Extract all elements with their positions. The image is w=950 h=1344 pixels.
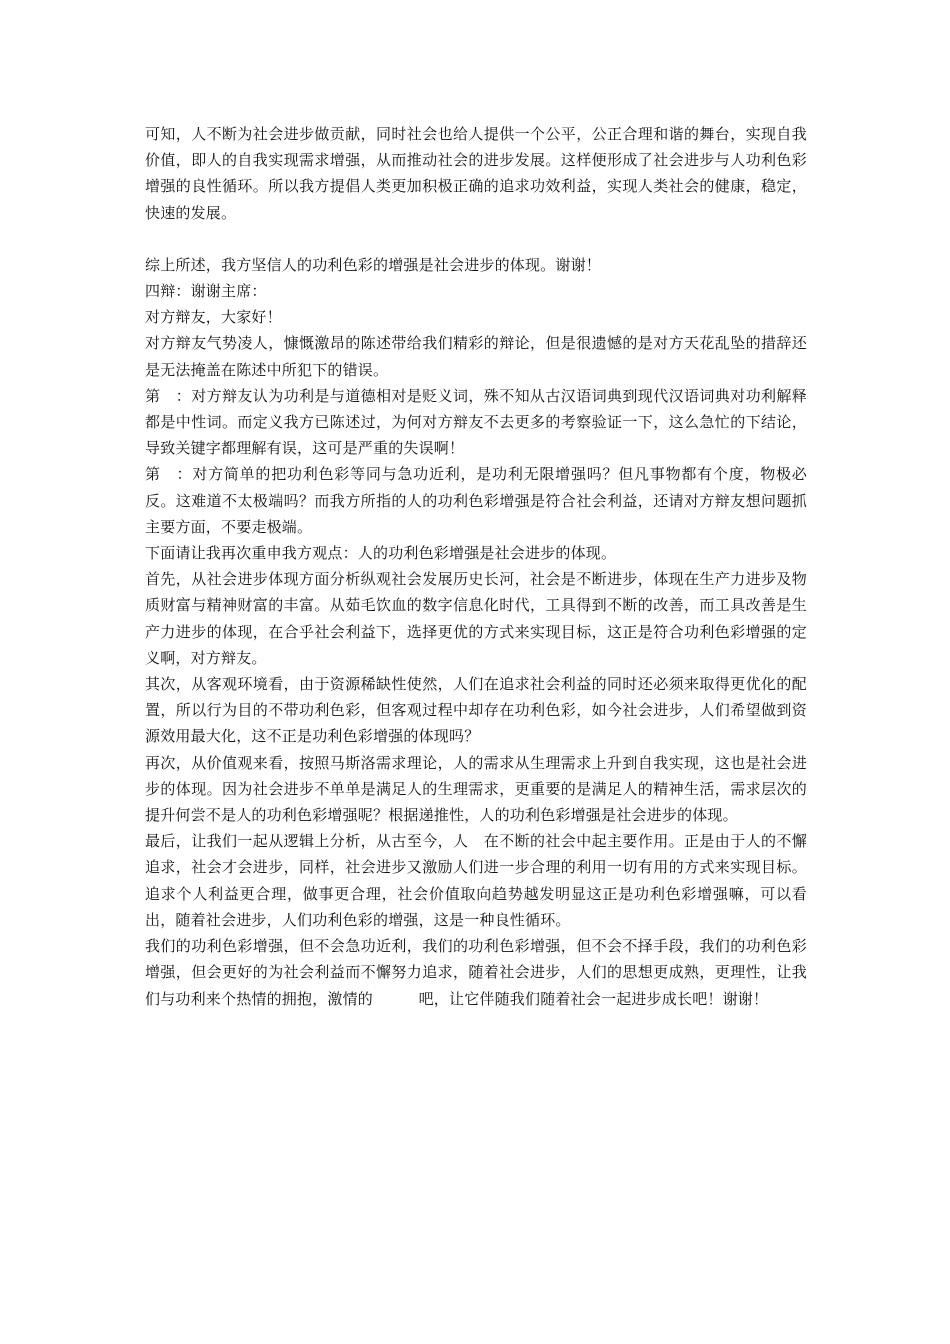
document-body <box>145 121 807 1012</box>
paragraph-opponent-remark: 对方辩友气势凌人，慷慨激昂的陈述带给我们精彩的辩论，但是很遗憾的是对方天花乱坠的措辞还是无法掩盖在陈述中所犯下的错误。 <box>145 334 807 379</box>
paragraph-restate: 下面请让我再次重申我方观点：人的功利色彩增强是社会进步的体现。 <box>145 544 617 563</box>
paragraph-point-two: 第 ：对方简单的把功利色彩等同与急功近利，是功利无限增强吗？但凡事物都有个度，物极必反。这难道不太极端吗？而我方所指的人的功利色彩增强是符合社会利益，还请对方辩友想问题抓主要方面，不要走极端。 <box>145 465 807 536</box>
paragraph-spacer <box>145 226 807 252</box>
paragraph-greeting: 对方辩友，大家好！ <box>145 308 282 327</box>
paragraph-final-argument: 最后，让我们一起从逻辑上分析，从古至今，人 在不断的社会中起主要作用。正是由于人的不懈追求，社会才会进步，同样，社会进步又激励人们进一步合理的利用一切有用的方式来实现目标。追求个人利益更合理，做事更合理，社会价值取向趋势越发明显这正是功利色彩增强嘛，可以看出，随着社会进步，人们功利色彩的增强，这是一种良性循环。 <box>145 832 807 929</box>
paragraph-third-argument: 再次，从价值观来看，按照马斯洛需求理论，人的需求从生理需求上升到自我实现，这也是社会进步的体现。因为社会进步不单单是满足人的生理需求，更重要的是满足人的精神生活，需求层次的提升何尝不是人的功利色彩增强呢？根据递推性，人的功利色彩增强是社会进步的体现。 <box>145 753 807 825</box>
paragraph-fourth-speaker: 四辩：谢谢主席： <box>145 282 267 301</box>
paragraph-summary: 综上所述，我方坚信人的功利色彩的增强是社会进步的体现。谢谢！ <box>145 255 602 274</box>
paragraph-point-one: 第 ：对方辩友认为功利是与道德相对是贬义词，殊不知从古汉语词典到现代汉语词典对功利解释都是中性词。而定义我方已陈述过，为何对方辩友不去更多的考察验证一下，这么急忙的下结论，导致关键字都理解有误，这可是严重的失误啊！ <box>145 386 807 458</box>
paragraph-closing: 我们的功利色彩增强，但不会急功近利，我们的功利色彩增强，但不会不择手段，我们的功利色彩增强，但会更好的为社会利益而不懈努力追求，随着社会进步，人们的思想更成熟，更理性，让我们与功利来个热情的拥抱，激情的 吧，让它伴随我们随着社会一起进步成长吧！谢谢！ <box>145 937 807 1008</box>
paragraph-intro-conclusion: 可知，人不断为社会进步做贡献，同时社会也给人提供一个公平，公正合理和谐的舞台，实现自我价值，即人的自我实现需求增强，从而推动社会的进步发展。这样便形成了社会进步与人功利色彩增强的良性循环。所以我方提倡人类更加积极正确的追求功效利益，实现人类社会的健康，稳定，快速的发展。 <box>145 125 807 222</box>
paragraph-first-argument: 首先，从社会进步体现方面分析纵观社会发展历史长河，社会是不断进步，体现在生产力进步及物质财富与精神财富的丰富。从茹毛饮血的数字信息化时代，工具得到不断的改善，而工具改善是生产力进步的体现，在合乎社会利益下，选择更优的方式来实现目标，这正是符合功利色彩增强的定义啊，对方辩友。 <box>145 570 807 667</box>
paragraph-second-argument: 其次，从客观环境看，由于资源稀缺性使然，人们在追求社会利益的同时还必须来取得更优化的配置，所以行为目的不带功利色彩，但客观过程中却存在功利色彩，如今社会进步，人们希望做到资源效用最大化，这不正是功利色彩增强的体现吗？ <box>145 675 807 746</box>
